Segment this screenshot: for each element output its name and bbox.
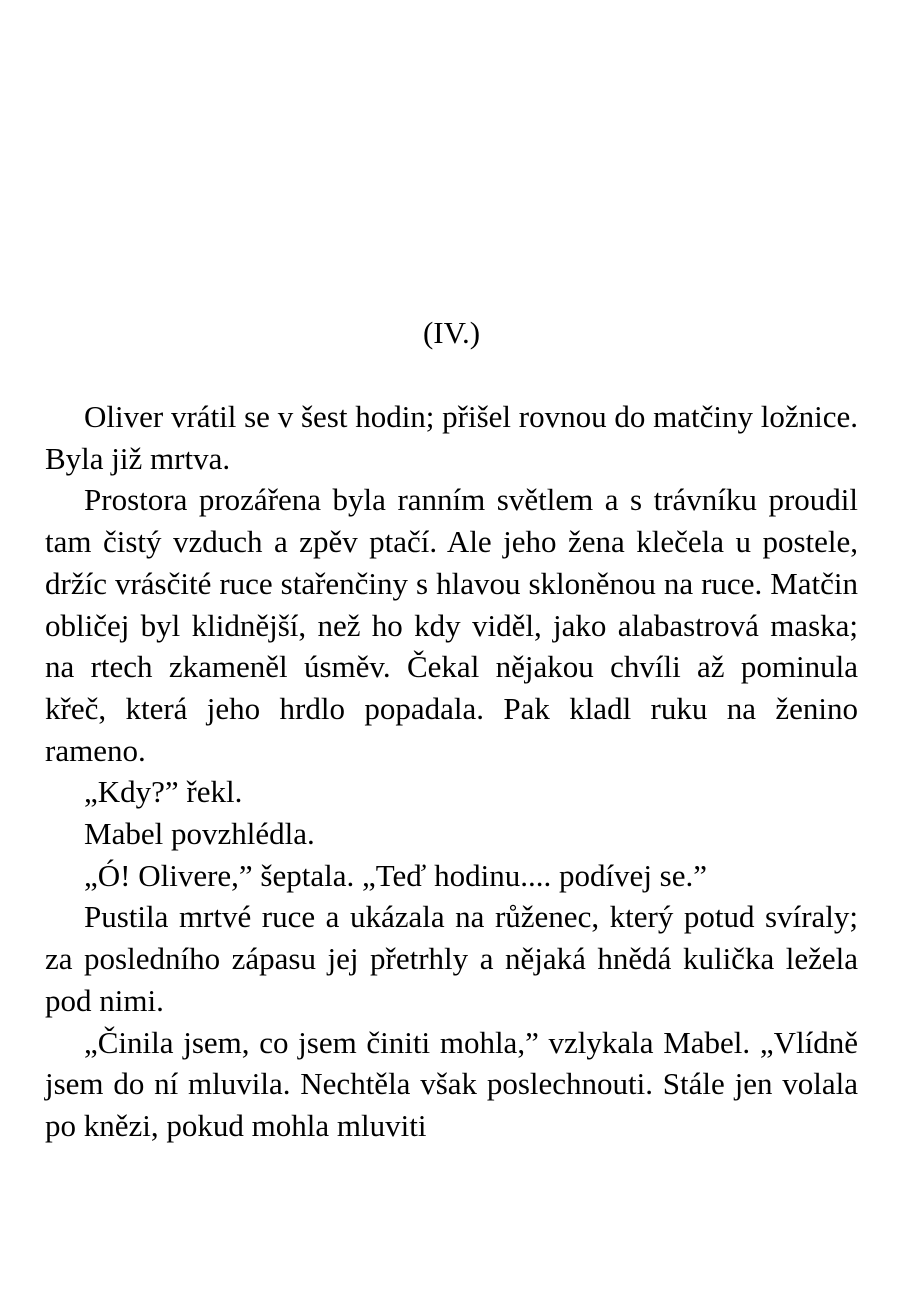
- book-page: [45, 312, 858, 1147]
- paragraph: Pustila mrtvé ruce a ukázala na růženec, který potud svíraly; za posledního zápasu jej přetrhly a nějaká hnědá kulička ležela pod nimi.: [45, 899, 858, 1018]
- chapter-heading: (IV.): [422, 315, 481, 350]
- paragraph: „Ó! Olivere,” šeptala. „Teď hodinu.... podívej se.”: [84, 857, 708, 893]
- paragraph: „Činila jsem, co jsem činiti mohla,” vzlykala Mabel. „Vlídně jsem do ní mluvila. Nechtěla však poslechnouti. Stále jen volala po knězi, pokud mohla mluviti: [45, 1024, 858, 1143]
- paragraph: Prostora prozářena byla ranním světlem a s trávníku proudil tam čistý vzduch a zpěv ptačí. Ale jeho žena klečela u postele, držíc vrásčité ruce stařenčiny s hlavou skloněnou na ruce. Matčin obličej byl klidnější, než ho kdy viděl, jako alabastrová maska; na rtech zkameněl úsměv. Čekal nějakou chvíli až pominula křeč, která jeho hrdlo popadala. Pak kladl ruku na ženino rameno.: [45, 482, 858, 768]
- paragraph: „Kdy?” řekl.: [84, 774, 243, 810]
- paragraph: Mabel povzhlédla.: [84, 816, 315, 852]
- paragraph: Oliver vrátil se v šest hodin; přišel rovnou do matčiny ložnice. Byla již mrtva.: [45, 399, 858, 476]
